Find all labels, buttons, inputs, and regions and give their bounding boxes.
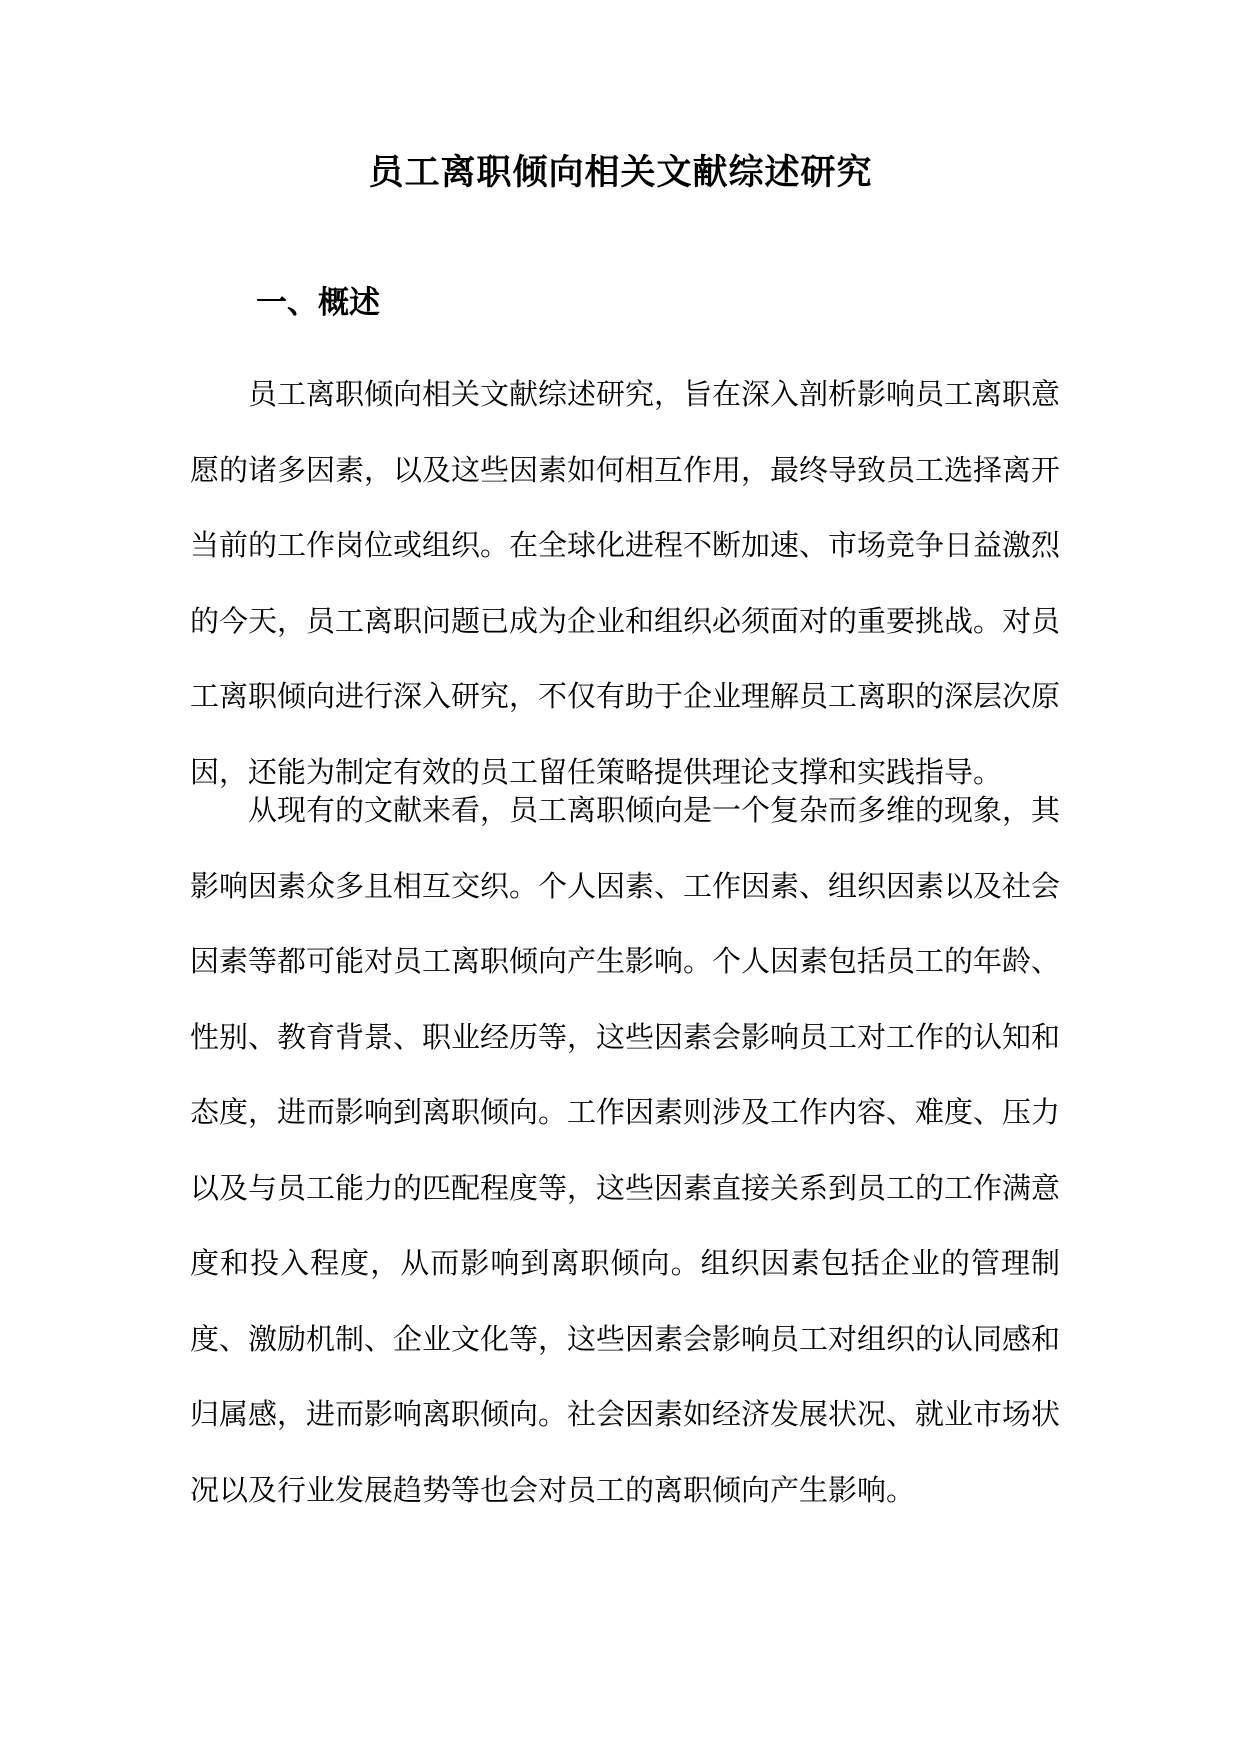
paragraph: 从现有的文献来看，员工离职倾向是一个复杂而多维的现象，其影响因素众多且相互交织。个人因素、工作因素、组织因素以及社会因素等都可能对员工离职倾向产生影响。个人因素包括员工的年龄、性别、教育背景、职业经历等，这些因素会影响员工对工作的认知和态度，进而影响到离职倾向。工作因素则涉及工作内容、难度、压力以及与员工能力的匹配程度等，这些因素直接关系到员工的工作满意度和投入程度，从而影响到离职倾向。组织因素包括企业的管理制度、激励机制、企业文化等，这些因素会影响员工对组织的认同感和归属感，进而影响离职倾向。社会因素如经济发展状况、就业市场状况以及行业发展趋势等也会对员工的离职倾向产生影响。 bbox=[190, 793, 1061, 1507]
section-heading: 一、概述 bbox=[256, 285, 380, 321]
paragraph: 员工离职倾向相关文献综述研究，旨在深入剖析影响员工离职意愿的诸多因素，以及这些因素如何相互作用，最终导致员工选择离开当前的工作岗位或组织。在全球化进程不断加速、市场竞争日益激烈的今天，员工离职问题已成为企业和组织必须面对的重要挑战。对员工离职倾向进行深入研究，不仅有助于企业理解员工离职的深层次原因，还能为制定有效的员工留任策略提供理论支撑和实践指导。 bbox=[190, 377, 1061, 789]
document-title: 员工离职倾向相关文献综述研究 bbox=[368, 152, 873, 193]
